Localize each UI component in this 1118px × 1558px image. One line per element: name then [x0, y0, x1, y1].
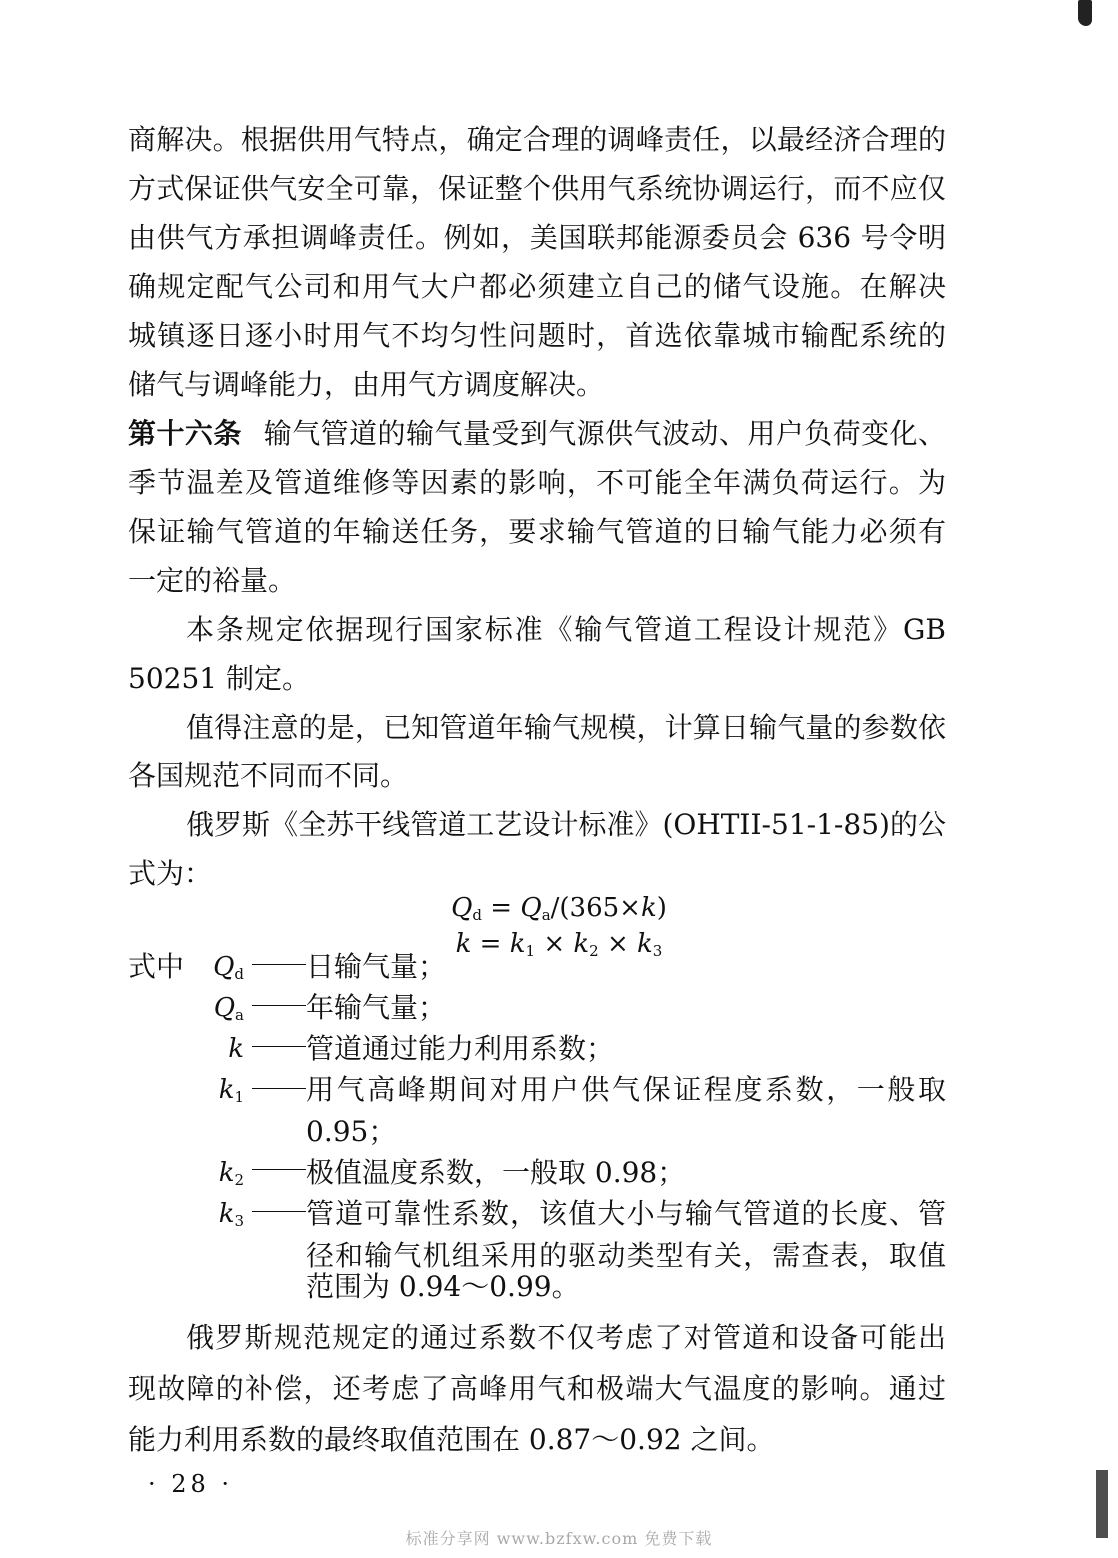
em-dash — [252, 964, 306, 965]
variable-symbol: $Q_d$ — [213, 952, 244, 983]
paragraph-line: 方式保证供气安全可靠，保证整个供用气系统协调运行，而不应仅 — [128, 172, 946, 205]
article-label: 第十六条 — [128, 417, 242, 450]
paragraph-line: 确规定配气公司和用气大户都必须建立自己的储气设施。在解决 — [128, 270, 946, 303]
formula-coefficient: $k = k_1 \times k_2 \times k_3$ — [455, 929, 663, 960]
where-label: 式中 — [128, 950, 185, 983]
article-first-line — [128, 414, 946, 454]
variable-description: 极值温度系数，一般取 0.98； — [306, 1156, 686, 1189]
variable-description: 管道可靠性系数，该值大小与输气管道的长度、管 — [306, 1197, 946, 1230]
em-dash — [252, 1088, 306, 1089]
formula-daily-volume: $Q_d = Q_a/(365\times k)$ — [451, 893, 667, 924]
article-line: 一定的裕量。 — [128, 564, 297, 597]
variable-symbol: $Q_a$ — [213, 993, 244, 1024]
variable-description: 年输气量； — [306, 991, 447, 1024]
conclusion-line: 能力利用系数的最终取值范围在 0.87～0.92 之间。 — [128, 1423, 775, 1456]
scan-artifact — [1078, 0, 1092, 26]
article-text: 输气管道的输气量受到气源供气波动、用户负荷变化、 — [263, 417, 946, 450]
explanation-line: 俄罗斯《全苏干线管道工艺设计标准》(OHTII-51-1-85)的公 — [186, 808, 946, 841]
explanation-line: 式为： — [128, 857, 213, 890]
variable-description: 管道通过能力利用系数； — [306, 1032, 615, 1065]
conclusion-line: 现故障的补偿，还考虑了高峰用气和极端大气温度的影响。通过 — [128, 1372, 946, 1405]
variable-symbol: $k_3$ — [218, 1199, 244, 1230]
variable-symbol: k — [228, 1034, 244, 1064]
watermark: 标准分享网 www.bzfxw.com 免费下载 — [405, 1529, 713, 1548]
em-dash — [252, 1169, 306, 1170]
article-line: 季节温差及管道维修等因素的影响，不可能全年满负荷运行。为 — [128, 466, 946, 499]
em-dash — [252, 1211, 306, 1212]
variable-symbol: $k_1$ — [218, 1075, 244, 1106]
variable-description: 用气高峰期间对用户供气保证程度系数，一般取 — [306, 1073, 946, 1106]
conclusion-line: 俄罗斯规范规定的通过系数不仅考虑了对管道和设备可能出 — [186, 1321, 946, 1354]
variable-description: 日输气量； — [306, 950, 447, 983]
explanation-line: 各国规范不同而不同。 — [128, 759, 409, 792]
explanation-line: 值得注意的是，已知管道年输气规模，计算日输气量的参数依 — [186, 711, 946, 744]
explanation-line: 50251 制定。 — [128, 662, 310, 695]
variable-description: 范围为 0.94～0.99。 — [306, 1270, 580, 1303]
paragraph-line: 商解决。根据供用气特点，确定合理的调峰责任，以最经济合理的 — [128, 123, 946, 156]
paragraph-line: 城镇逐日逐小时用气不均匀性问题时，首选依靠城市输配系统的 — [128, 319, 946, 352]
paragraph-line: 储气与调峰能力，由用气方调度解决。 — [128, 368, 605, 401]
article-line: 保证输气管道的年输送任务，要求输气管道的日输气能力必须有 — [128, 515, 946, 548]
em-dash — [252, 1046, 306, 1047]
explanation-line: 本条规定依据现行国家标准《输气管道工程设计规范》GB — [186, 613, 946, 646]
variable-description: 0.95； — [306, 1115, 397, 1148]
em-dash — [252, 1005, 306, 1006]
page-number: · 28 · — [148, 1470, 234, 1498]
paragraph-line: 由供气方承担调峰责任。例如，美国联邦能源委员会 636 号令明 — [128, 221, 946, 254]
variable-description: 径和输气机组采用的驱动类型有关，需查表，取值 — [306, 1239, 946, 1272]
variable-symbol: $k_2$ — [218, 1158, 244, 1189]
